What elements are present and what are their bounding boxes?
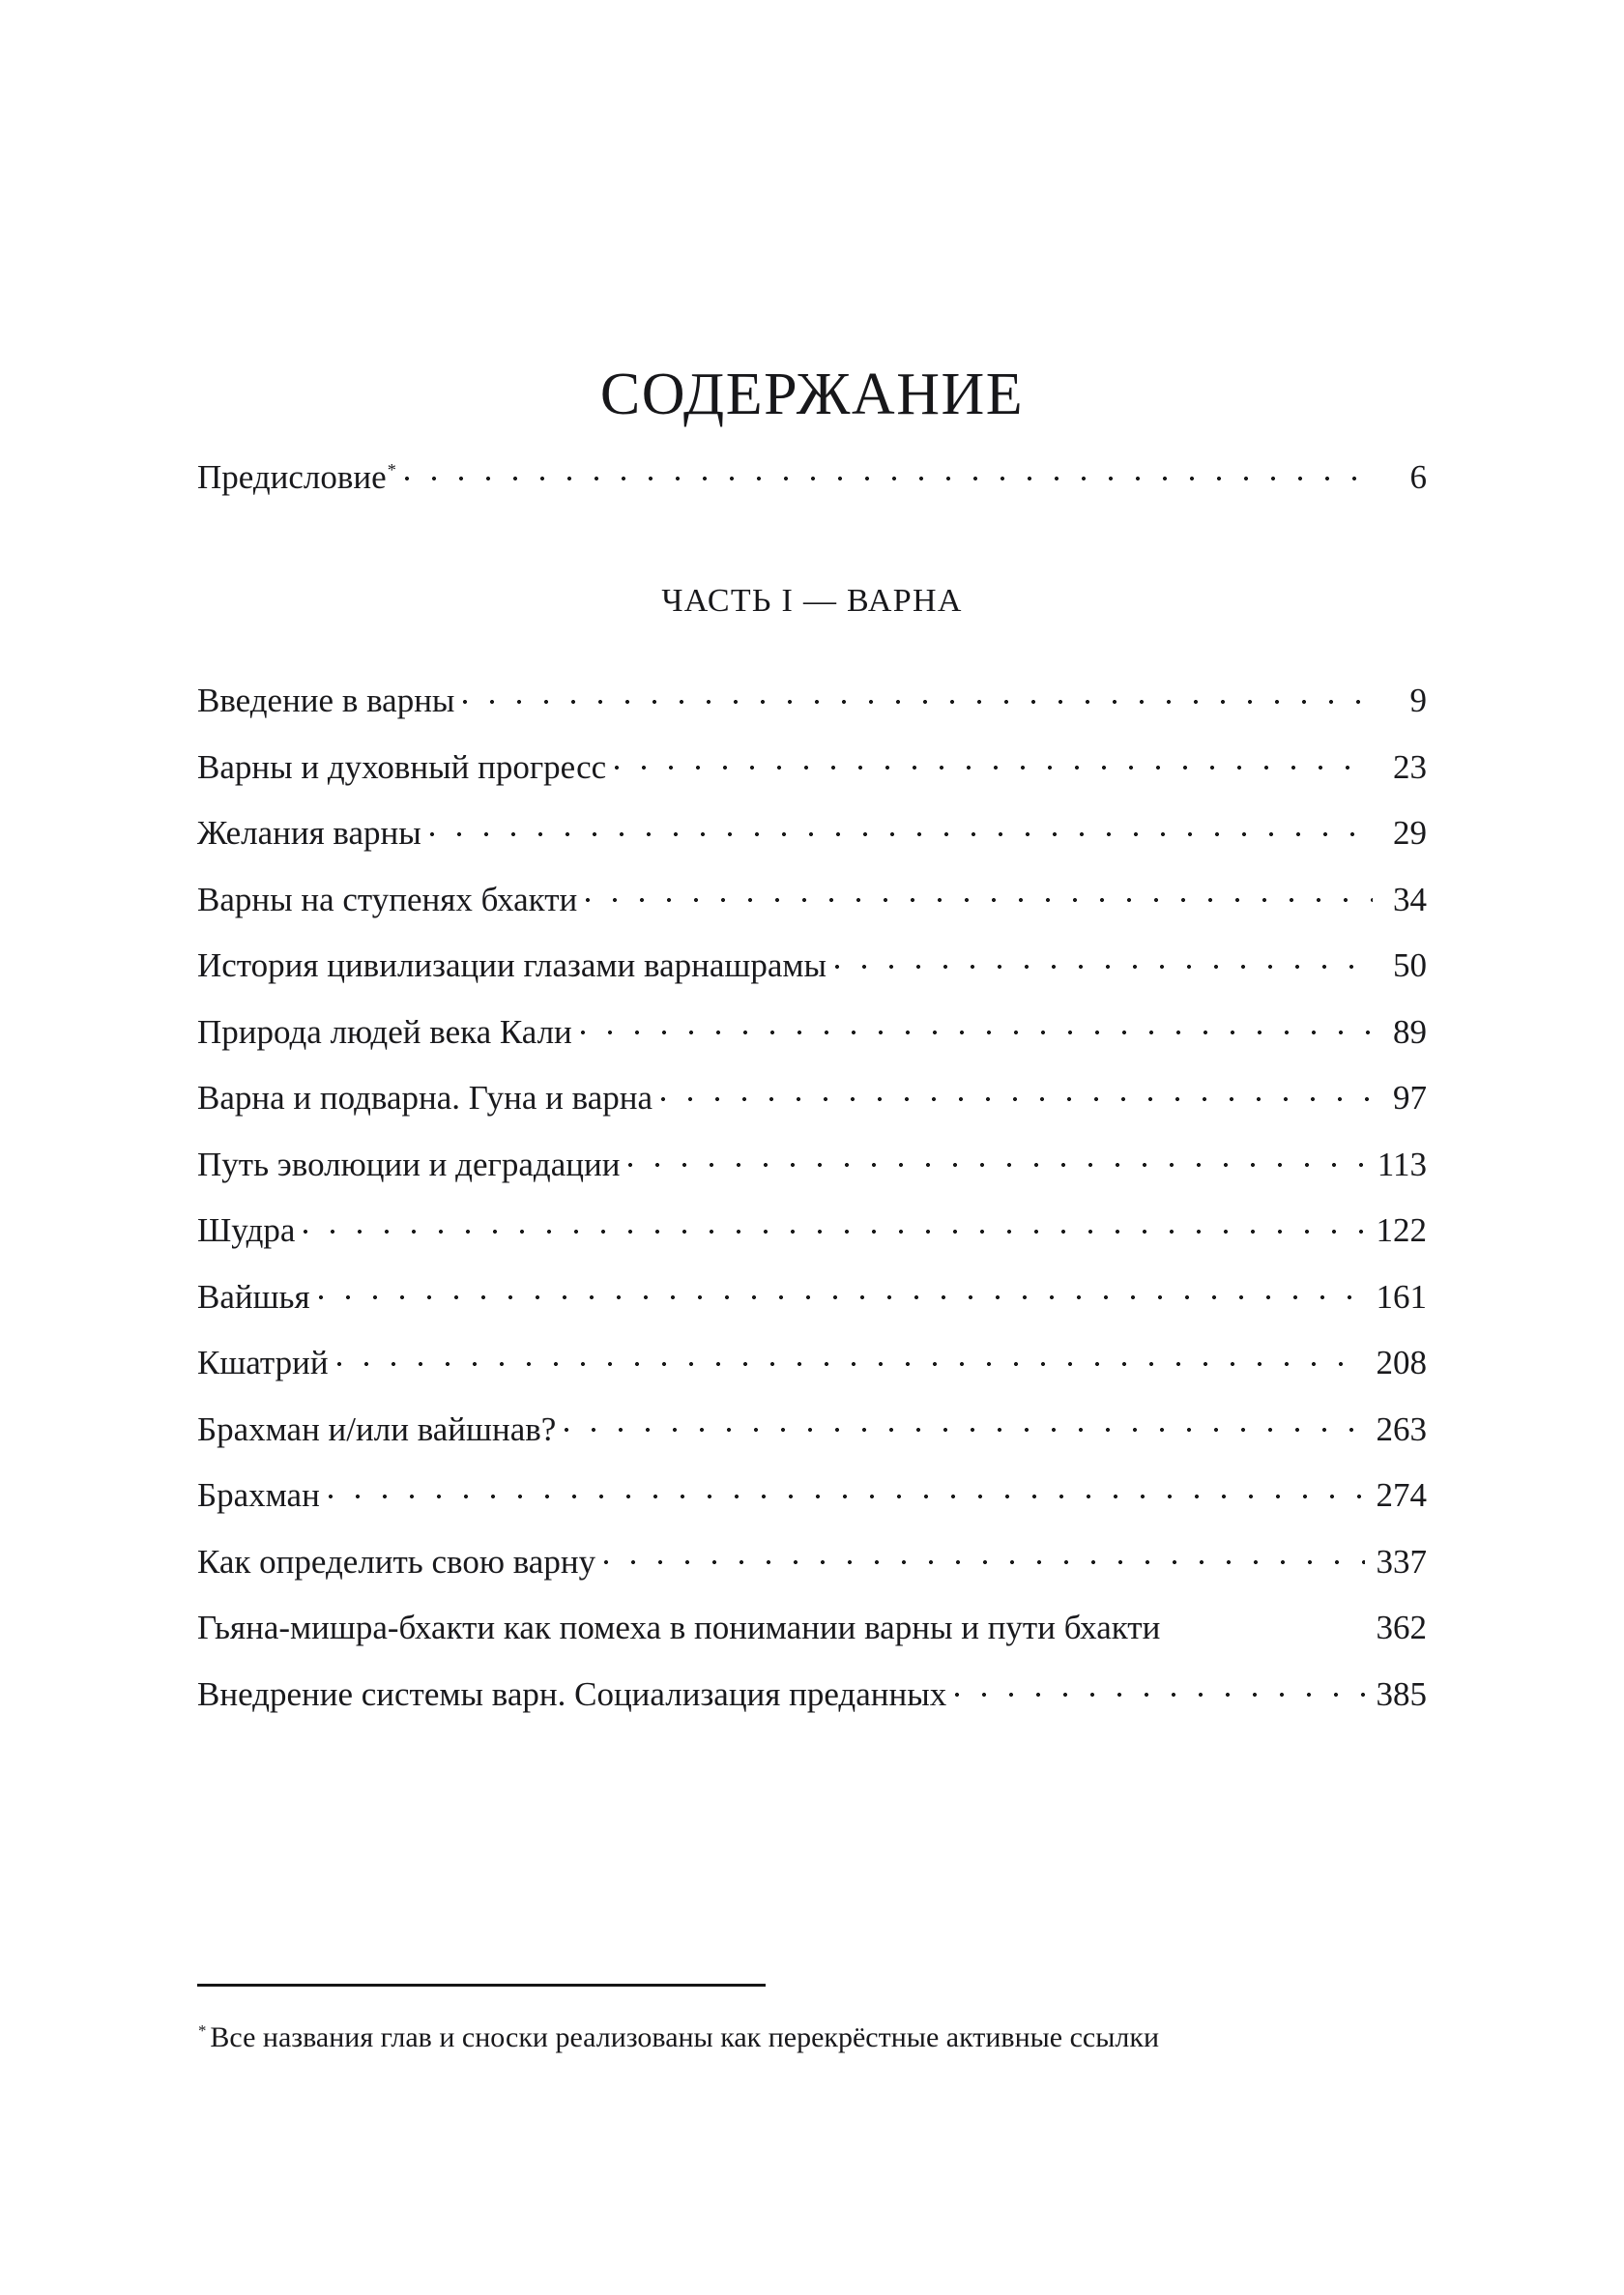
part-heading: ЧАСТЬ I — ВАРНА	[661, 583, 963, 619]
toc-entry[interactable]	[197, 678, 1427, 717]
toc-entry-page-number: 208	[1376, 1344, 1427, 1381]
toc-entry[interactable]	[197, 877, 1427, 916]
toc-entry-page-number: 385	[1376, 1674, 1427, 1713]
toc-entry-page-number: 263	[1376, 1409, 1427, 1448]
footnote-body-text: Все названия глав и сноски реализованы как перекрёстные активные ссылки	[210, 2021, 1159, 2053]
toc-entry[interactable]	[197, 744, 1427, 784]
toc-entry-label: Как определить свою варну	[197, 1542, 596, 1581]
toc-entry-page-number: 97	[1393, 1079, 1427, 1117]
dot-leader	[319, 1274, 1365, 1308]
dot-leader	[955, 1671, 1364, 1705]
toc-entry-page-number: 50	[1393, 946, 1427, 984]
toc-entry-label	[197, 460, 405, 494]
toc-entry-page-number: 34	[1393, 880, 1427, 918]
dot-leader	[586, 877, 1373, 911]
dot-leader	[604, 1539, 1364, 1573]
toc-entry-label: Желания варны	[197, 814, 421, 852]
toc-entry[interactable]	[197, 1472, 1427, 1512]
toc-entry-label: Гьяна-мишра-бхакти как помеха в понимании варны и пути бхакти	[197, 1609, 1161, 1646]
toc-entry[interactable]	[197, 1009, 1427, 1049]
toc-entry-page-number: 23	[1393, 747, 1427, 786]
toc-entry-page-number: 274	[1376, 1476, 1427, 1514]
toc-entry-page-number: 9	[1409, 682, 1427, 719]
toc-entry-page-number: 29	[1393, 814, 1427, 852]
dot-leader	[661, 1075, 1373, 1109]
toc-entry-label: Варны на ступенях бхакти	[197, 880, 578, 918]
toc-entry-label: Путь эволюции и деградации	[197, 1145, 621, 1183]
toc-entry[interactable]	[197, 1075, 1427, 1115]
toc-entry[interactable]	[197, 1274, 1427, 1314]
dot-leader	[304, 1207, 1364, 1241]
toc-entry[interactable]	[197, 1340, 1427, 1380]
dot-leader	[337, 1340, 1365, 1374]
toc-entry-preface[interactable]	[197, 454, 1427, 494]
toc-entry-label: Шудра	[197, 1211, 296, 1249]
dot-leader	[628, 1142, 1365, 1176]
toc-entry-page-number: 337	[1376, 1542, 1427, 1581]
toc-entry-label: Варны и духовный прогресс	[197, 747, 607, 786]
preface-label-text: Предисловие	[197, 458, 387, 496]
toc-entry[interactable]	[197, 810, 1427, 850]
toc-entry-label: Вайшья	[197, 1277, 310, 1316]
toc-entry[interactable]	[197, 1605, 1427, 1644]
toc-entries-container	[197, 454, 1427, 1737]
toc-entry-label: Внедрение системы варн. Социализация преданных	[197, 1674, 947, 1713]
footnote-marker-icon: *	[387, 460, 396, 480]
toc-entry[interactable]	[197, 943, 1427, 982]
toc-entry-label: История цивилизации глазами варнашрамы	[197, 946, 827, 984]
toc-entry-label: Варна и подварна. Гуна и варна	[197, 1079, 653, 1117]
toc-entry-page-number: 6	[1409, 458, 1427, 496]
toc-entry[interactable]	[197, 1539, 1427, 1579]
page-title: СОДЕРЖАНИЕ	[599, 361, 1025, 427]
toc-entry-page-number: 89	[1393, 1012, 1427, 1051]
dot-leader	[835, 943, 1373, 976]
footnote-separator-rule	[197, 1984, 766, 1987]
toc-entry[interactable]	[197, 1407, 1427, 1446]
toc-entry-page-number: 362	[1376, 1609, 1427, 1646]
dot-leader	[565, 1407, 1364, 1440]
footnote-marker-icon: *	[198, 2021, 207, 2040]
dot-leader	[463, 678, 1373, 712]
toc-entry[interactable]	[197, 1207, 1427, 1247]
dot-leader	[329, 1472, 1365, 1506]
toc-entry-label: Брахман и/или вайшнав?	[197, 1409, 557, 1448]
toc-entry-page-number: 122	[1376, 1211, 1427, 1249]
toc-entry-label: Кшатрий	[197, 1344, 329, 1381]
chapter-list	[197, 678, 1427, 1711]
toc-entry-label: Природа людей века Кали	[197, 1012, 572, 1051]
toc-entry-label: Введение в варны	[197, 682, 455, 719]
toc-entry-page-number: 113	[1377, 1145, 1427, 1183]
dot-leader	[581, 1009, 1373, 1043]
spacer	[197, 494, 1427, 583]
footnote-text	[197, 2019, 1427, 2056]
dot-leader	[1169, 1605, 1364, 1639]
dot-leader	[430, 810, 1373, 844]
footnote-block	[197, 1984, 1427, 2056]
toc-entry-page-number: 161	[1376, 1277, 1427, 1316]
spacer	[197, 620, 1427, 678]
toc-entry-label: Брахман	[197, 1476, 320, 1514]
dot-leader	[615, 744, 1373, 778]
dot-leader	[405, 454, 1373, 488]
toc-entry[interactable]	[197, 1671, 1427, 1711]
toc-entry[interactable]	[197, 1142, 1427, 1181]
